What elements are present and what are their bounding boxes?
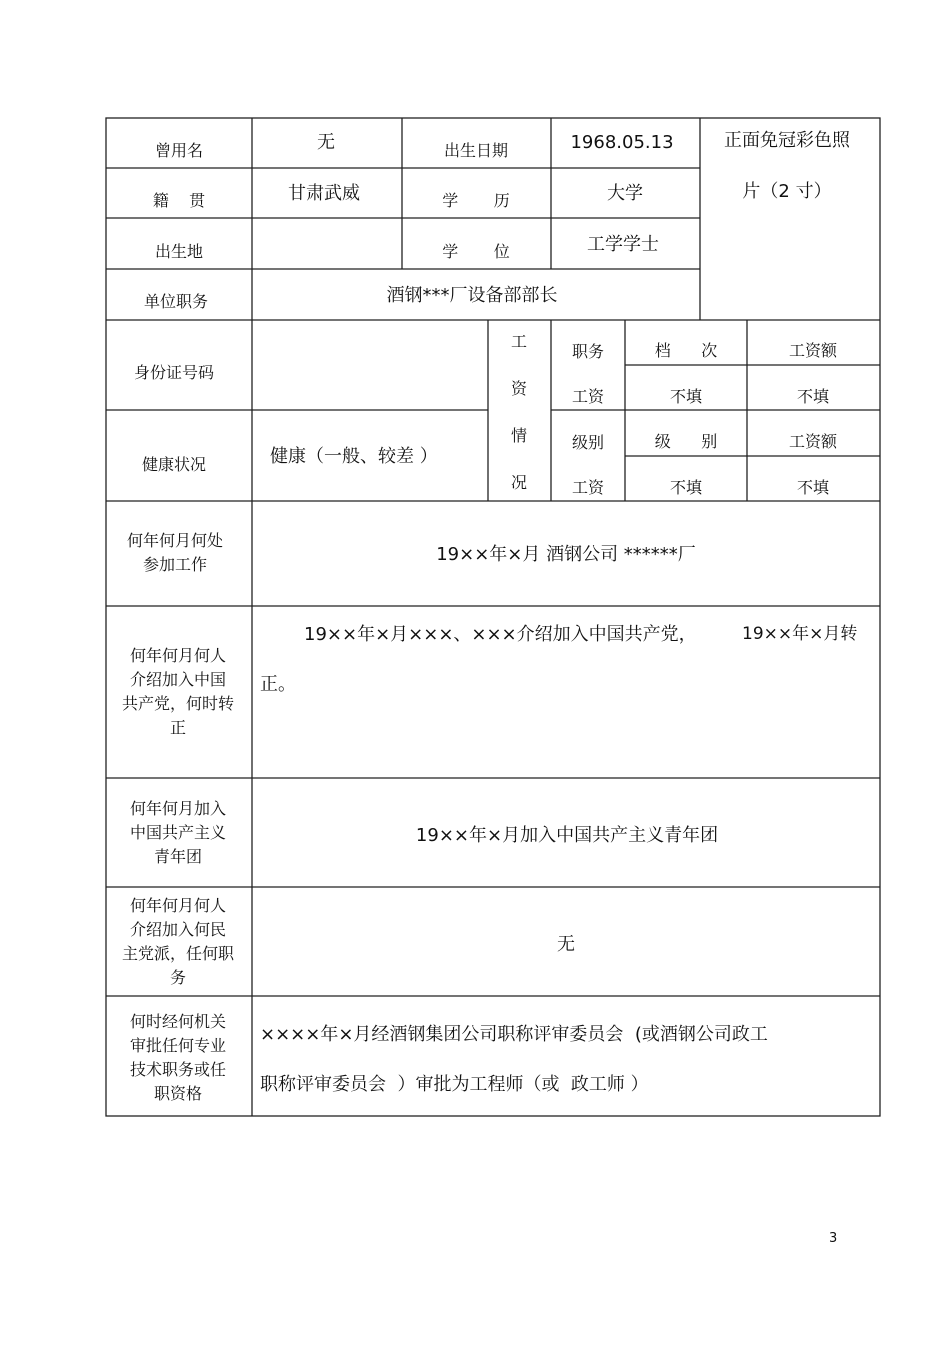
party-text-line1: 19××年×月×××、×××介绍加入中国共产党， [304, 624, 697, 645]
degree-value: 工学学士 [587, 234, 659, 255]
democratic-party-label-line1: 何年何月何人 [129, 896, 226, 915]
grade-value: 不填 [669, 387, 703, 406]
level-amount-header: 工资额 [788, 432, 838, 451]
party-text-line2: 正。 [260, 674, 296, 695]
professional-title-label-line4: 职资格 [153, 1084, 202, 1103]
professional-title-label [108, 1010, 248, 1106]
level-value: 不填 [669, 478, 703, 497]
party-label-line3: 共产党，何时转 [121, 694, 234, 713]
salary-vertical-char-1: 工 [510, 332, 527, 351]
professional-title-text-line2: 职称评审委员会 ）审批为工程师（或 政工师 ） [260, 1074, 649, 1095]
professional-title-label-line2: 审批任何专业 [129, 1036, 226, 1055]
salary-vertical-char-2: 资 [510, 379, 527, 398]
democratic-party-label-line2: 介绍加入何民 [129, 920, 226, 939]
youth-league-label [108, 797, 248, 869]
position-salary-label-line1: 职务 [571, 342, 605, 361]
professional-title-label-line1: 何时经何机关 [129, 1012, 226, 1031]
salary-vertical-char-3: 情 [510, 426, 527, 445]
youth-league-label-line2: 中国共产主义 [129, 823, 226, 842]
amount-value: 不填 [796, 387, 830, 406]
native-place-label: 籍 贯 [152, 191, 206, 210]
democratic-party-label [108, 894, 248, 990]
level-salary-label-line2: 工资 [571, 478, 605, 497]
grade-header: 档 次 [654, 341, 718, 360]
work-start-label-line2: 参加工作 [142, 555, 208, 574]
birth-date-label: 出生日期 [443, 141, 509, 160]
amount-header: 工资额 [788, 341, 838, 360]
youth-league-value: 19××年×月加入中国共产主义青年团 [415, 825, 719, 846]
professional-title-label-line3: 技术职务或任 [129, 1060, 226, 1079]
democratic-party-label-line4: 务 [169, 968, 186, 987]
youth-league-label-line3: 青年团 [153, 847, 202, 866]
level-header: 级 别 [654, 432, 718, 451]
work-start-value: 19××年×月 酒钢公司 ******厂 [436, 544, 696, 565]
youth-league-label-line1: 何年何月加入 [129, 799, 226, 818]
unit-position-label: 单位职务 [143, 292, 209, 311]
party-text-line1-overlap: 19××年×月转 [742, 624, 858, 644]
health-label: 健康状况 [141, 455, 207, 474]
former-name-label: 曾用名 [154, 141, 204, 160]
photo-instruction-line1: 正面免冠彩色照 [724, 130, 850, 151]
degree-label: 学 位 [442, 242, 510, 261]
level-salary-label-line1: 级别 [571, 433, 605, 452]
birthplace-label: 出生地 [154, 242, 204, 261]
party-label [108, 644, 248, 740]
democratic-party-label-line3: 主党派，任何职 [121, 944, 234, 963]
health-value: 健康（一般、较差 ） [270, 446, 438, 467]
position-salary-label-line2: 工资 [571, 387, 605, 406]
party-label-line4: 正 [169, 718, 186, 737]
level-amount-value: 不填 [796, 478, 830, 497]
former-name-value: 无 [317, 132, 335, 153]
democratic-party-value: 无 [557, 934, 575, 955]
education-value: 大学 [607, 183, 643, 204]
birth-date-value: 1968.05.13 [570, 132, 674, 153]
party-label-line1: 何年何月何人 [129, 646, 226, 665]
id-number-label: 身份证号码 [133, 363, 215, 382]
professional-title-text-line1: ××××年×月经酒钢集团公司职称评审委员会 (或酒钢公司政工 [260, 1024, 768, 1045]
native-place-value: 甘肃武威 [288, 183, 360, 204]
unit-position-value: 酒钢***厂设备部部长 [386, 285, 558, 306]
salary-vertical-char-4: 况 [510, 473, 527, 492]
party-label-line2: 介绍加入中国 [129, 670, 226, 689]
work-start-label-line1: 何年何月何处 [126, 531, 224, 550]
page-number: 3 [829, 1231, 838, 1246]
photo-instruction-line2: 片（2 寸） [742, 181, 832, 202]
education-label: 学 历 [442, 191, 510, 210]
